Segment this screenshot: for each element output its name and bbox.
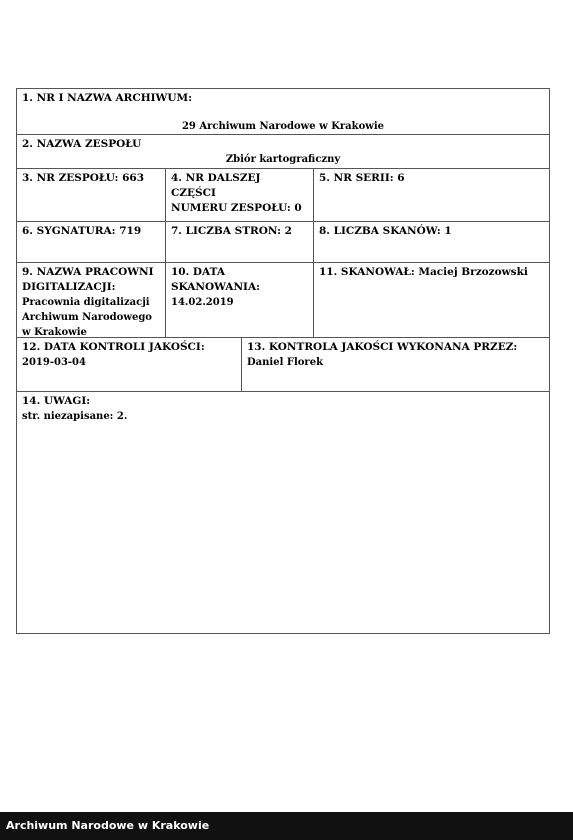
fonds-name-label: 2. NAZWA ZESPOŁU	[22, 138, 142, 150]
metadata-form	[16, 88, 550, 634]
studio-value: Pracownia digitalizacji Archiwum Narodowego w Krakowie	[22, 297, 152, 338]
pages-count: 7. LICZBA STRON: 2	[171, 225, 292, 237]
qc-by-value: Daniel Florek	[247, 357, 323, 368]
further-part-cell	[165, 169, 313, 221]
studio-label: 9. NAZWA PRACOWNI DIGITALIZACJI:	[22, 266, 154, 293]
notes-cell	[17, 392, 549, 633]
notes-value: str. niezapisane: 2.	[22, 411, 128, 422]
archive-value: 29 Archiwum Narodowe w Krakowie	[181, 121, 385, 132]
scan-date-value: 14.02.2019	[171, 297, 234, 308]
row-notes	[17, 392, 549, 633]
archive-label: 1. NR I NAZWA ARCHIWUM:	[22, 92, 193, 104]
studio-cell	[17, 263, 165, 337]
row-fonds-numbers	[17, 169, 549, 222]
qc-date-label: 12. DATA KONTROLI JAKOŚCI:	[22, 341, 205, 353]
scan-date-cell	[165, 263, 313, 337]
fonds-name-value: Zbiór kartograficzny	[225, 154, 341, 165]
fonds-no-cell	[17, 169, 165, 221]
pages-count-cell	[165, 222, 313, 262]
row-digitization	[17, 263, 549, 338]
fonds-name-cell	[17, 135, 549, 168]
scanned-by: 11. SKANOWAŁ: Maciej Brzozowski	[319, 266, 528, 278]
qc-date-cell	[17, 338, 241, 391]
signature-cell	[17, 222, 165, 262]
signature: 6. SYGNATURA: 719	[22, 225, 142, 237]
scans-count-cell	[313, 222, 549, 262]
scanned-by-cell	[313, 263, 549, 337]
footer-watermark-bar	[0, 812, 573, 840]
qc-by-label: 13. KONTROLA JAKOŚCI WYKONANA PRZEZ:	[247, 341, 518, 353]
qc-by-cell	[241, 338, 549, 391]
row-quality-control	[17, 338, 549, 392]
scan-date-label: 10. DATA SKANOWANIA:	[171, 266, 260, 293]
series-no: 5. NR SERII: 6	[319, 172, 405, 184]
row-fonds-name	[17, 135, 549, 169]
scans-count: 8. LICZBA SKANÓW: 1	[319, 225, 452, 237]
row-signature	[17, 222, 549, 263]
series-no-cell	[313, 169, 549, 221]
qc-date-value: 2019-03-04	[22, 357, 86, 368]
further-part: 4. NR DALSZEJ CZĘŚCI NUMERU ZESPOŁU: 0	[171, 172, 302, 214]
footer-watermark-text: Archiwum Narodowe w Krakowie	[6, 819, 210, 832]
fonds-no: 3. NR ZESPOŁU: 663	[22, 172, 145, 184]
notes-label: 14. UWAGI:	[22, 395, 91, 407]
archive-cell	[17, 89, 549, 134]
row-archive	[17, 89, 549, 135]
